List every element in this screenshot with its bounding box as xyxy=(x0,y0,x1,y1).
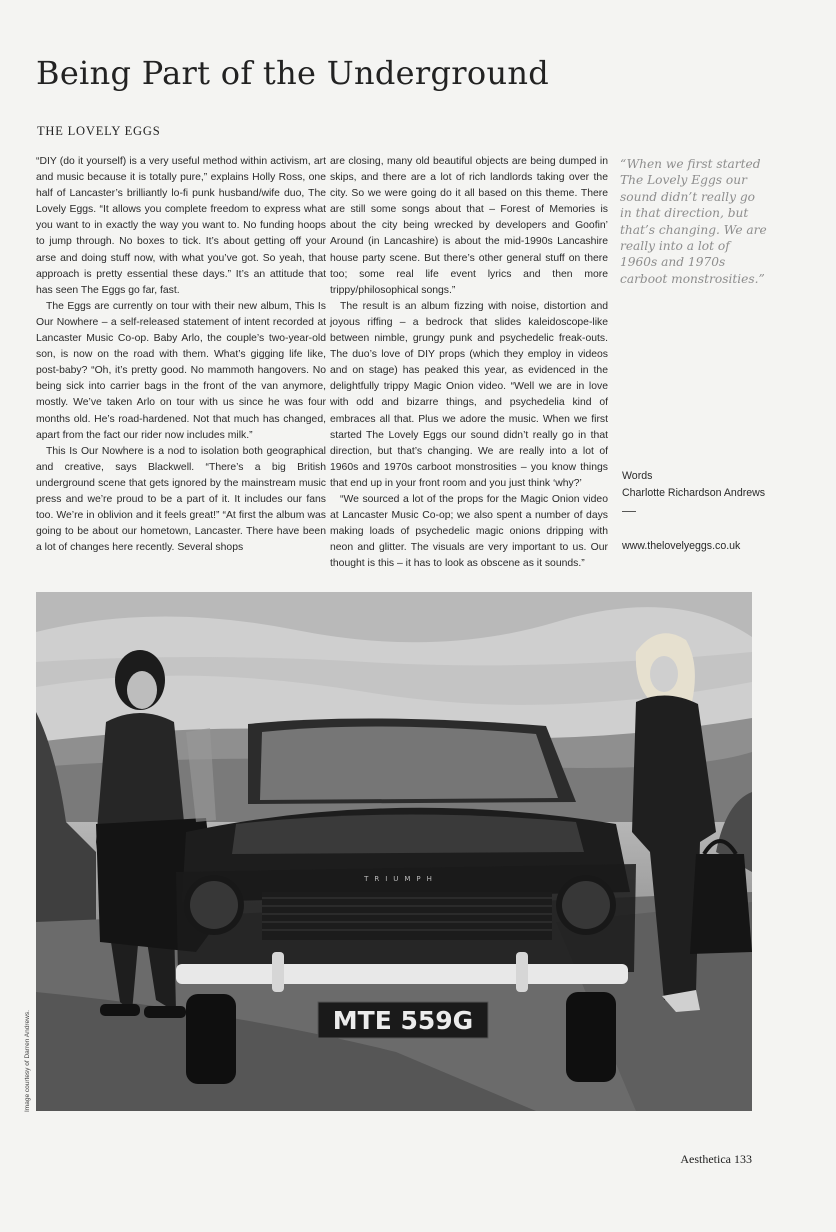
body-paragraph: “We sourced a lot of the props for the Magic Onion video at Lancaster Music Co-op; we also spent a number of days making loads of psychedelic magic onions dripping with neon and glitter. The visuals are very important to us. Our thought is this – it has to look as obscene as it sounds.” xyxy=(330,493,608,570)
body-paragraph: The result is an album fizzing with noise, distortion and joyous riffing – a bedrock that slides kaleidoscope-like between nimble, grungy punk and psychedelic freak-outs. The duo’s love of DIY props (which they employ in videos and on stage) has peaked this year, as evidenced in the delightfully trippy Magic Onion video. “Well we are in love with odd and bizarre things, and psychedelia kind of embraces all that. Plus we adore the music. When we first started The Lovely Eggs our sound didn’t really go in that direction, but that’s changing. We are really into a lot of 1960s and 1970s carboot monstrosities – you know things that end up in your front room and you just think ‘why?’ xyxy=(330,300,608,489)
band-photo-illustration xyxy=(36,592,752,1111)
body-paragraph: The Eggs are currently on tour with their new album, This Is Our Nowhere – a self-released statement of intent recorded at Lancaster Music Co-op. Baby Arlo, the couple’s two-year-old son, is now on the road with them. What’s gigging life like, post-baby? “Oh, it’s pretty good. No mammoth hangovers. No being sick into carrier bags in the front of the van anymore, mostly. We’ve taken Arlo on tour with us since he was four months old. He’s road-hardened. Not that much has changed, apart from the fact our rider now includes milk.” xyxy=(36,300,326,441)
article-title: Being Part of the Underground xyxy=(36,54,550,92)
image-credit xyxy=(24,1010,36,1232)
credits-author: Charlotte Richardson Andrews xyxy=(622,486,766,499)
license-plate: MTE 559G xyxy=(332,1006,474,1035)
article-credits xyxy=(622,468,772,555)
body-column-1 xyxy=(36,154,326,556)
image-credit-text: Image courtesy of Darren Andrews. xyxy=(24,1010,31,1112)
credits-website-link[interactable]: www.thelovelyeggs.co.uk xyxy=(622,540,741,552)
body-paragraph: are closing, many old beautiful objects are being dumped in skips, and there are a lot of rich landlords taking over the city. So we were going do it all based on this theme. There are still some songs about that – Forest of Memories is about the city being wrecked by developers and Goofin’ Around (in Lancashire) is about the mid-1990s Lancashire house party scene. But there’s other general stuff on there too; some real life event lyrics and then more trippy/philosophical songs.” xyxy=(330,156,608,296)
credits-label: Words xyxy=(622,470,653,482)
body-column-2 xyxy=(330,154,608,572)
credits-divider xyxy=(622,511,636,512)
pull-quote: “When we first started The Lovely Eggs our sound didn’t really go in that direction, but that’s changing. We are really into a lot of 1960s and 1970s carboot monstrosities.” xyxy=(620,157,767,286)
car-badge: TRIUMPH xyxy=(364,875,438,883)
body-paragraph: This Is Our Nowhere is a nod to isolation both geographical and creative, says Blackwell. “There’s a big British underground scene that gets ignored by the mainstream music press and we’re proud to be a part of it. It includes our fans too. We’re in oblivion and it feels great!” “At first the album was going to be about our hometown, Lancaster. There have been a lot of changes here recently. Several shops xyxy=(36,445,326,554)
page-folio: Aesthetica 133 xyxy=(680,1152,752,1166)
article-kicker: THE LOVELY EGGS xyxy=(37,124,161,138)
band-photo xyxy=(36,592,752,1111)
body-paragraph: “DIY (do it yourself) is a very useful method within activism, art and music because it is totally pure,” explains Holly Ross, one half of Lancaster’s brilliantly lo-fi punk husband/wife duo, The Lovely Eggs. “It allows you complete freedom to express what you want to in exactly the way you want to. No funding hoops to jump through. No boxes to tick. It’s about getting off your arse and doing stuff now, with what you’ve got. So yeah, that approach is pretty essential these days.” It’s an attitude that has seen The Eggs go far, fast. xyxy=(36,156,326,296)
